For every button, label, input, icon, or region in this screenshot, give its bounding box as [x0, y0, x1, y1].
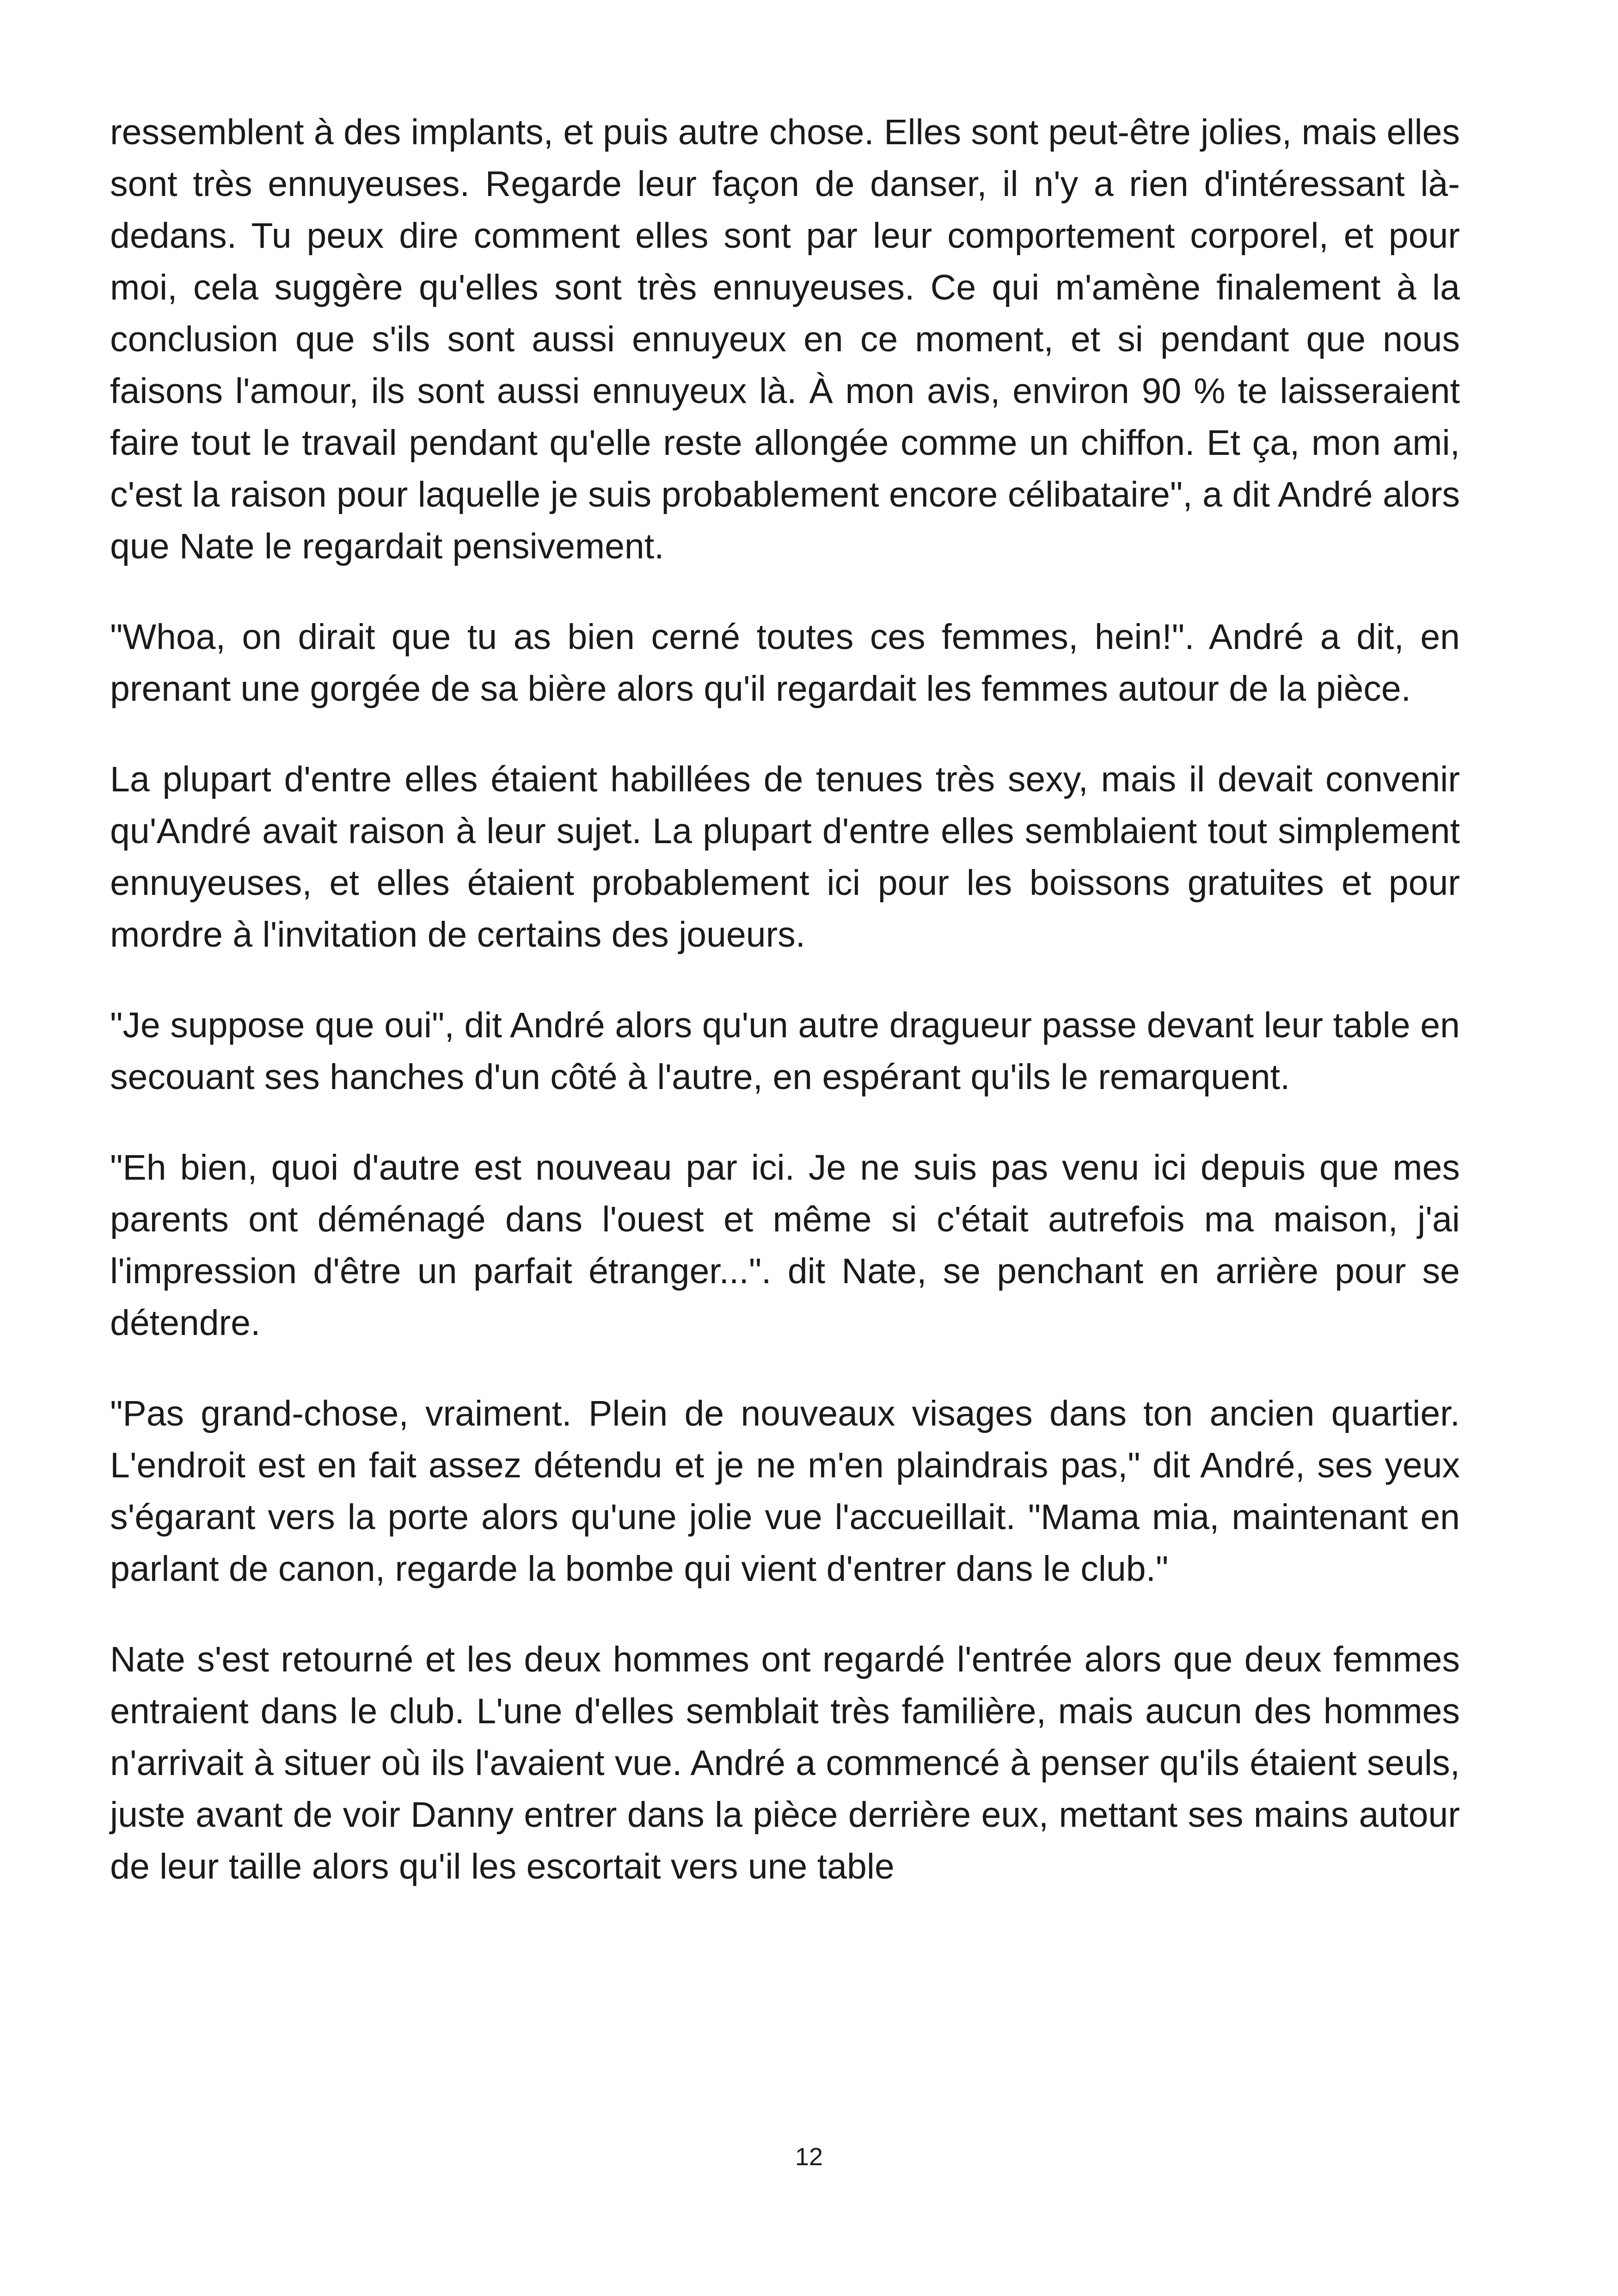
paragraph: Nate s'est retourné et les deux hommes ont regardé l'entrée alors que deux femmes entraient dans le club. L'une d'elles semblait très familière, mais aucun des hommes n'arrivait à situer où ils l'avaient vue. André a commencé à penser qu'ils étaient seuls, juste avant de voir Danny entrer dans la pièce derrière eux, mettant ses mains autour de leur taille alors qu'il les escortait vers une table	[110, 1640, 1460, 1886]
paragraph: La plupart d'entre elles étaient habillées de tenues très sexy, mais il devait convenir qu'André avait raison à leur sujet. La plupart d'entre elles semblaient tout simplement ennuyeuses, et elles étaient probablement ici pour les boissons gratuites et pour mordre à l'invitation de certains des joueurs.	[110, 759, 1460, 955]
body-text	[110, 106, 1460, 1931]
paragraph: "Je suppose que oui", dit André alors qu'un autre dragueur passe devant leur table en secouant ses hanches d'un côté à l'autre, en espérant qu'ils le remarquent.	[110, 1005, 1460, 1097]
paragraph: "Eh bien, quoi d'autre est nouveau par ici. Je ne suis pas venu ici depuis que mes parents ont déménagé dans l'ouest et même si c'était autrefois ma maison, j'ai l'impression d'être un parfait étranger...". dit Nate, se penchant en arrière pour se détendre.	[110, 1148, 1460, 1343]
paragraph: "Whoa, on dirait que tu as bien cerné toutes ces femmes, hein!". André a dit, en prenant une gorgée de sa bière alors qu'il regardait les femmes autour de la pièce.	[110, 617, 1460, 709]
paragraph: "Pas grand-chose, vraiment. Plein de nouveaux visages dans ton ancien quartier. L'endroit est en fait assez détendu et je ne m'en plaindrais pas," dit André, ses yeux s'égarant vers la porte alors qu'une jolie vue l'accueillait. "Mama mia, maintenant en parlant de canon, regarde la bombe qui vient d'entrer dans le club."	[110, 1394, 1460, 1589]
page-number: 12	[795, 2143, 823, 2171]
paragraph: ressemblent à des implants, et puis autre chose. Elles sont peut-être jolies, mais elles sont très ennuyeuses. Regarde leur façon de danser, il n'y a rien d'intéressant là-dedans. Tu peux dire comment elles sont par leur comportement corporel, et pour moi, cela suggère qu'elles sont très ennuyeuses. Ce qui m'amène finalement à la conclusion que s'ils sont aussi ennuyeux en ce moment, et si pendant que nous faisons l'amour, ils sont aussi ennuyeux là. À mon avis, environ 90 % te laisseraient faire tout le travail pendant qu'elle reste allongée comme un chiffon. Et ça, mon ami, c'est la raison pour laquelle je suis probablement encore célibataire", a dit André alors que Nate le regardait pensivement.	[110, 112, 1460, 566]
